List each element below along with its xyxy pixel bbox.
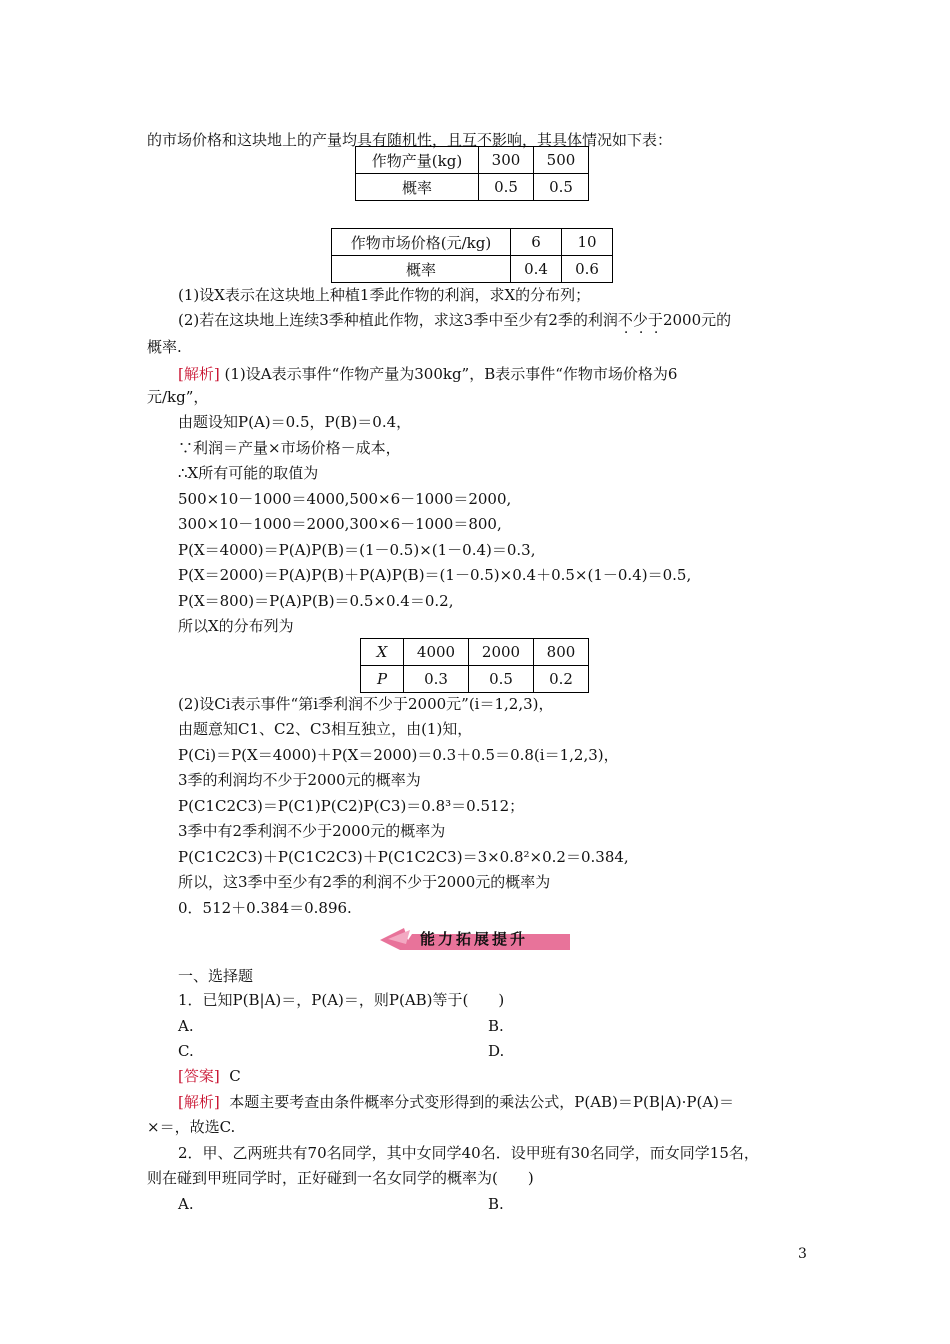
solution-step: 500×10－1000＝4000,500×6－1000＝2000, bbox=[178, 490, 512, 508]
page-number: 3 bbox=[798, 1246, 807, 1262]
yield-prob-label: 概率 bbox=[356, 174, 479, 201]
price-10: 10 bbox=[562, 229, 613, 256]
yield-prob-1: 0.5 bbox=[479, 174, 534, 201]
option-2a: A. bbox=[178, 1195, 194, 1213]
solution-step: P(X＝2000)＝P(A)P(B)＋P(A)P(B)＝(1－0.5)×0.4＋0.5×(1－0.4)＝0.5, bbox=[178, 566, 692, 584]
solution-part2: P(Ci)＝P(X＝4000)＋P(X＝2000)＝0.3＋0.5＝0.8(i＝1,2,3)， bbox=[178, 746, 619, 764]
solution-part2: (2)设Ci表示事件“第i季利润不少于2000元”(i＝1,2,3)， bbox=[178, 695, 554, 713]
emphasis-char: 不 bbox=[617, 311, 633, 329]
answer-tag: [答案] bbox=[178, 1067, 220, 1085]
dist-header-value: 4000 bbox=[404, 639, 469, 666]
solution-part2: 所以，这3季中至少有2季的利润不少于2000元的概率为 bbox=[178, 873, 551, 891]
solution-step: ∴X所有可能的取值为 bbox=[178, 464, 319, 482]
yield-500: 500 bbox=[534, 147, 589, 174]
emphasis-char: 于 bbox=[647, 311, 663, 329]
yield-prob-2: 0.5 bbox=[534, 174, 589, 201]
section-banner-title: 能力拓展提升 bbox=[420, 930, 529, 948]
option-2b: B. bbox=[488, 1195, 504, 1213]
solution-part2: 3季中有2季利润不少于2000元的概率为 bbox=[178, 822, 446, 840]
distribution-table bbox=[360, 638, 589, 693]
option-b: B. bbox=[488, 1017, 504, 1035]
option-a: A. bbox=[178, 1017, 194, 1035]
explanation-line-1 bbox=[178, 1092, 734, 1112]
problem-1: 1．已知P(B|A)＝，P(A)＝，则P(AB)等于( ) bbox=[178, 991, 505, 1009]
answer-line bbox=[178, 1066, 241, 1086]
answer-value: C bbox=[229, 1067, 241, 1085]
price-6: 6 bbox=[511, 229, 562, 256]
yield-table bbox=[355, 146, 589, 201]
question-2-text: (2)若在这块地上连续3季种植此作物，求这3季中至少有2季的利润 bbox=[178, 311, 618, 329]
question-2-text-end: 2000元的 bbox=[662, 311, 732, 329]
solution-part2: 由题意知C1、C2、C3相互独立，由(1)知， bbox=[178, 720, 473, 738]
dist-header-value: 2000 bbox=[469, 639, 534, 666]
question-2-line-2: 概率. bbox=[147, 338, 182, 356]
problem-2-line-2: 则在碰到甲班同学时，正好碰到一名女同学的概率为( ) bbox=[147, 1169, 534, 1187]
solution-step: ∵利润＝产量×市场价格－成本， bbox=[178, 439, 401, 457]
solution-step: P(X＝800)＝P(A)P(B)＝0.5×0.4＝0.2, bbox=[178, 592, 454, 610]
dist-header-value: 800 bbox=[534, 639, 589, 666]
yield-header: 作物产量(kg) bbox=[356, 147, 479, 174]
price-prob-1: 0.4 bbox=[511, 256, 562, 283]
solution-step: 由题设知P(A)＝0.5，P(B)＝0.4， bbox=[178, 413, 412, 431]
dist-header-x: X bbox=[361, 639, 404, 666]
solution-part2: 3季的利润均不少于2000元的概率为 bbox=[178, 771, 421, 789]
dist-row-p: P bbox=[361, 666, 404, 693]
option-c: C. bbox=[178, 1042, 194, 1060]
solution-step: 所以X的分布列为 bbox=[178, 617, 294, 635]
explanation-text: 本题主要考查由条件概率分式变形得到的乘法公式，P(AB)＝P(B|A)·P(A)＝ bbox=[229, 1093, 735, 1111]
section-heading: 一、选择题 bbox=[178, 967, 254, 985]
problem-2-line-1: 2．甲、乙两班共有70名同学，其中女同学40名．设甲班有30名同学，而女同学15名， bbox=[178, 1144, 759, 1162]
solution-part2: P(C1C2C3)＋P(C1C2C3)＋P(C1C2C3)＝3×0.8²×0.2＝0.384, bbox=[178, 848, 629, 866]
intro-line: 的市场价格和这块地上的产量均具有随机性，且互不影响，其具体情况如下表： bbox=[147, 131, 673, 149]
solution-step: P(X＝4000)＝P(A)P(B)＝(1－0.5)×(1－0.4)＝0.3, bbox=[178, 541, 536, 559]
dist-prob: 0.2 bbox=[534, 666, 589, 693]
solution-part2: 0．512＋0.384＝0.896. bbox=[178, 899, 352, 917]
explanation-tag: [解析] bbox=[178, 1093, 220, 1111]
price-prob-2: 0.6 bbox=[562, 256, 613, 283]
solution-line-1 bbox=[178, 364, 677, 384]
solution-step: 300×10－1000＝2000,300×6－1000＝800, bbox=[178, 515, 502, 533]
option-d: D. bbox=[488, 1042, 505, 1060]
explanation-line-2: ×＝，故选C. bbox=[147, 1118, 236, 1136]
yield-300: 300 bbox=[479, 147, 534, 174]
question-1: (1)设X表示在这块地上种植1季此作物的利润，求X的分布列； bbox=[178, 286, 591, 304]
solution-line-2: 元/kg”， bbox=[147, 388, 209, 406]
emphasis-char: 少 bbox=[632, 311, 648, 329]
price-header: 作物市场价格(元/kg) bbox=[332, 229, 511, 256]
dist-prob: 0.5 bbox=[469, 666, 534, 693]
question-2-line-1 bbox=[178, 310, 731, 330]
solution-text: (1)设A表示事件“作物产量为300kg”，B表示事件“作物市场价格为6 bbox=[219, 365, 678, 383]
dist-prob: 0.3 bbox=[404, 666, 469, 693]
price-table bbox=[331, 228, 613, 283]
solution-tag: [解析] bbox=[178, 365, 220, 383]
price-prob-label: 概率 bbox=[332, 256, 511, 283]
solution-part2: P(C1C2C3)＝P(C1)P(C2)P(C3)＝0.8³＝0.512； bbox=[178, 797, 525, 815]
